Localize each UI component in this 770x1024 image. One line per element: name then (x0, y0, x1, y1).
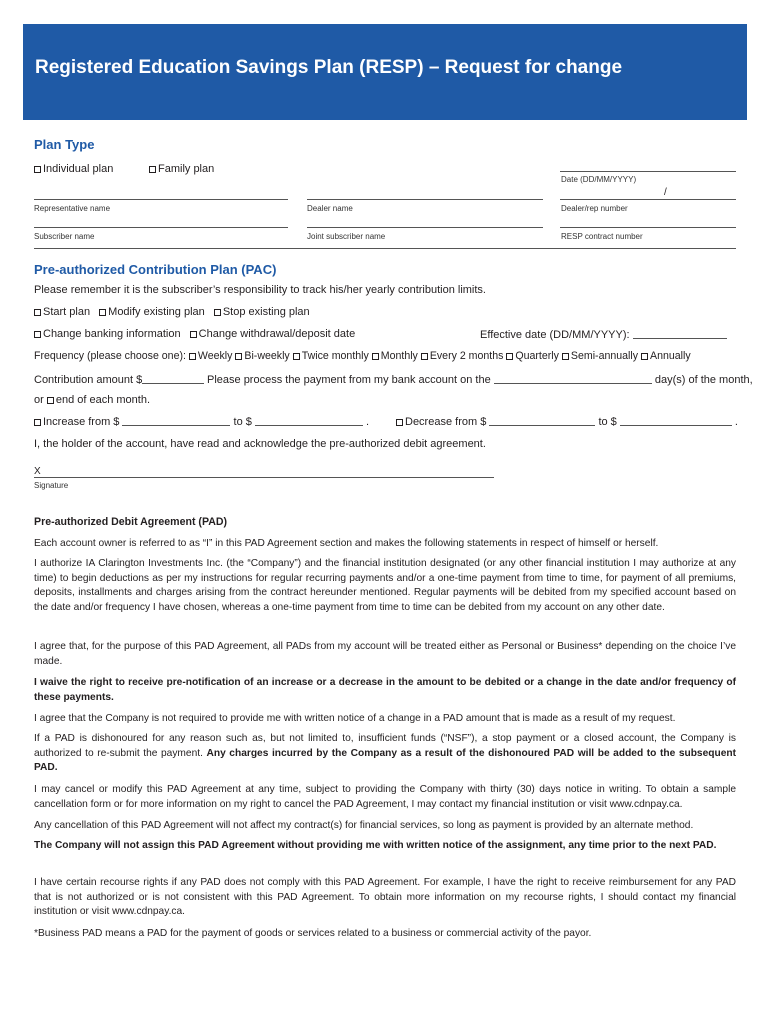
decrease-row: Decrease from $ to $ . (396, 415, 738, 428)
change-banking-option[interactable]: Change banking information (34, 328, 181, 340)
freq-monthly-checkbox[interactable] (372, 353, 379, 360)
pad-paragraph-11: *Business PAD means a PAD for the payment of goods or services related to a business or commercial activity of the payor. (34, 928, 592, 939)
stop-plan-checkbox[interactable] (214, 309, 221, 316)
pad-paragraph-3: I agree that, for the purpose of this PAD Agreement, all PADs from my account will be treated either as Personal or Business* depending on the choice I’ve made. (34, 641, 736, 667)
freq-biweekly-option[interactable]: Bi-weekly (235, 350, 289, 362)
subscriber-name-field[interactable] (34, 227, 288, 228)
stop-plan-option[interactable]: Stop existing plan (214, 306, 310, 318)
signature-x: X (34, 466, 41, 477)
resp-contract-number-field[interactable] (560, 227, 736, 228)
freq-weekly-option[interactable]: Weekly (189, 350, 233, 362)
pad-paragraph-8: Any cancellation of this PAD Agreement will not affect my contract(s) for financial services, so long as payment is provided by an alternate method. (34, 820, 694, 831)
start-plan-checkbox[interactable] (34, 309, 41, 316)
change-banking-checkbox[interactable] (34, 331, 41, 338)
change-withdrawal-checkbox[interactable] (190, 331, 197, 338)
dealer-rep-number-label: Dealer/rep number (561, 204, 628, 213)
increase-to-field[interactable] (255, 415, 363, 426)
signature-field[interactable] (34, 477, 494, 478)
pac-plan-options (34, 306, 316, 318)
date-separator: / (664, 187, 667, 198)
page-title: Registered Education Savings Plan (RESP) – Request for change (35, 57, 623, 78)
freq-biweekly-checkbox[interactable] (235, 353, 242, 360)
section-divider (34, 248, 736, 249)
increase-row: Increase from $ to $ . (34, 415, 369, 428)
modify-plan-option[interactable]: Modify existing plan (99, 306, 205, 318)
freq-annually-option[interactable]: Annually (641, 350, 691, 362)
freq-annually-checkbox[interactable] (641, 353, 648, 360)
subscriber-name-label: Subscriber name (34, 232, 95, 241)
freq-weekly-checkbox[interactable] (189, 353, 196, 360)
modify-plan-checkbox[interactable] (99, 309, 106, 316)
decrease-from-field[interactable] (489, 415, 595, 426)
acknowledge-text: I, the holder of the account, have read and acknowledge the pre-authorized debit agreement. (34, 438, 486, 450)
contribution-amount-field[interactable] (142, 373, 204, 384)
end-of-month-checkbox[interactable] (47, 397, 54, 404)
pad-paragraph-1: Each account owner is referred to as “I” in this PAD Agreement section and makes the following statements in respect of himself or herself. (34, 538, 659, 549)
date-label: Date (DD/MM/YYYY) (561, 175, 637, 184)
effective-date: Effective date (DD/MM/YYYY): (480, 328, 727, 341)
individual-plan-option[interactable]: Individual plan (34, 163, 113, 175)
individual-plan-checkbox[interactable] (34, 166, 41, 173)
pad-paragraph-4: I waive the right to receive pre-notification of an increase or a decrease in the amount to be debited or a change in the date and/or frequency of these payments. (34, 677, 736, 703)
pad-paragraph-7: I may cancel or modify this PAD Agreement at any time, subject to providing the Company with thirty (30) days notice in writing. To obtain a sample cancellation form or for more information on my right to cancel the PAD Agreement, I may contact my financial institution or visit www.cdnpay.ca. (34, 784, 736, 810)
dealer-name-label: Dealer name (307, 204, 353, 213)
pad-paragraph-6: If a PAD is dishonoured for any reason such as, but not limited to, insufficient funds (“NSF”), a stop payment or a closed account, the Company is authorized to re-submit the payment. Any charges incurred by the Company as a result of the dishonoured PAD will be added to the subsequent PAD. (34, 733, 736, 774)
pad-paragraph-5: I agree that the Company is not required to provide me with written notice of a change in a PAD amount that is made as a result of my request. (34, 713, 676, 724)
pac-reminder: Please remember it is the subscriber’s responsibility to track his/her yearly contribution limits. (34, 284, 486, 296)
end-of-month-row: or end of each month. (34, 394, 151, 406)
freq-twice-monthly-checkbox[interactable] (293, 353, 300, 360)
decrease-to-field[interactable] (620, 415, 732, 426)
freq-semiannually-checkbox[interactable] (562, 353, 569, 360)
freq-every2-option[interactable]: Every 2 months (421, 350, 504, 362)
process-payment-row: Please process the payment from my bank account on the day(s) of the month, (207, 374, 753, 386)
increase-checkbox[interactable] (34, 419, 41, 426)
pad-paragraph-2: I authorize IA Clarington Investments Inc. (the “Company”) and the financial institution designated (or any other financial institution I may authorize at any time) to begin deductions as per my instructions for regular recurring payments and/or a one-time payment from time to time, for payment of all premiums, deposits, installments and charges arising from the contract hereunder mentioned. Regular payments will be debited from my specified account based on the date and/or frequency I have chosen, whereas a one-time payment from time to time can be debited from my account on any other date. (34, 558, 736, 613)
plan-type-title: Plan Type (34, 137, 95, 152)
freq-monthly-option[interactable]: Monthly (372, 350, 418, 362)
family-plan-option[interactable]: Family plan (149, 163, 214, 175)
pac-title: Pre-authorized Contribution Plan (PAC) (34, 262, 277, 277)
representative-name-label: Representative name (34, 204, 111, 213)
frequency-label: Frequency (please choose one): (34, 350, 186, 362)
pad-title: Pre-authorized Debit Agreement (PAD) (34, 516, 228, 528)
contribution-amount-row: Contribution amount $ (34, 373, 204, 386)
date-field-line[interactable] (560, 171, 736, 172)
effective-date-field[interactable] (633, 328, 727, 339)
freq-quarterly-option[interactable]: Quarterly (506, 350, 559, 362)
pac-change-options (34, 328, 361, 340)
end-of-month-option[interactable]: end of each month. (47, 394, 150, 406)
dealer-rep-number-field[interactable] (560, 199, 736, 200)
header-banner (23, 24, 747, 120)
decrease-checkbox[interactable] (396, 419, 403, 426)
representative-name-field[interactable] (34, 199, 288, 200)
freq-twice-monthly-option[interactable]: Twice monthly (293, 350, 369, 362)
dealer-name-field[interactable] (307, 199, 543, 200)
pad-paragraph-10: I have certain recourse rights if any PAD does not comply with this PAD Agreement. For example, I have the right to receive reimbursement for any PAD that is not authorized or is not consistent with this PAD Agreement. To obtain more information on my recourse rights, I should contact my financial institution or visit www.cdnpay.ca. (34, 877, 736, 918)
family-plan-checkbox[interactable] (149, 166, 156, 173)
payment-day-field[interactable] (494, 373, 652, 384)
frequency-row (34, 350, 691, 362)
freq-every2-checkbox[interactable] (421, 353, 428, 360)
change-withdrawal-option[interactable]: Change withdrawal/deposit date (190, 328, 356, 340)
joint-subscriber-name-field[interactable] (307, 227, 543, 228)
start-plan-option[interactable]: Start plan (34, 306, 90, 318)
resp-contract-number-label: RESP contract number (561, 232, 643, 241)
freq-quarterly-checkbox[interactable] (506, 353, 513, 360)
joint-subscriber-name-label: Joint subscriber name (307, 232, 386, 241)
increase-from-field[interactable] (122, 415, 230, 426)
freq-semiannually-option[interactable]: Semi-annually (562, 350, 638, 362)
pad-paragraph-9: The Company will not assign this PAD Agreement without providing me with written notice of the assignment, any time prior to the next PAD. (34, 840, 717, 851)
signature-label: Signature (34, 481, 69, 490)
